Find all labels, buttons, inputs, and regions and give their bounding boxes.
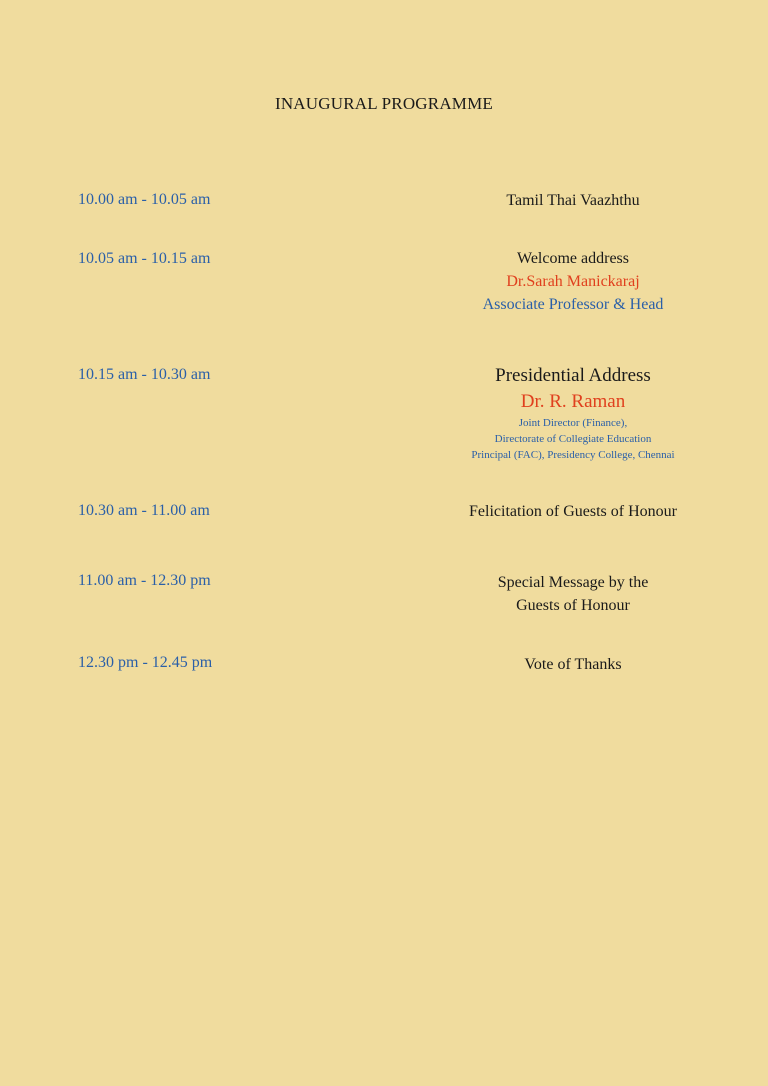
schedule-event [440,571,706,617]
schedule-time: 12.30 pm - 12.45 pm [78,654,213,671]
event-title-line: Guests of Honour [516,597,630,614]
schedule-time: 10.05 am - 10.15 am [78,250,211,267]
speaker-detail: Directorate of Collegiate Education [494,433,652,445]
schedule-time: 10.00 am - 10.05 am [78,191,211,208]
schedule-event [440,363,706,463]
schedule-event [440,247,706,316]
event-title: Welcome address [517,250,629,267]
schedule-event [440,189,706,212]
schedule-event [440,653,706,676]
event-title: Felicitation of Guests of Honour [469,503,677,520]
event-title: Tamil Thai Vaazhthu [506,192,640,209]
schedule-event [440,500,706,523]
event-title: Vote of Thanks [524,656,622,673]
page-title: INAUGURAL PROGRAMME [274,94,494,113]
speaker-designation: Associate Professor & Head [482,296,664,313]
event-title-line: Special Message by the [497,574,649,591]
schedule-time: 11.00 am - 12.30 pm [78,572,211,589]
speaker-detail: Joint Director (Finance), [518,417,628,429]
schedule-time: 10.30 am - 11.00 am [78,502,210,519]
speaker-name: Dr.Sarah Manickaraj [506,273,640,290]
event-title: Presidential Address [495,365,651,386]
schedule-time: 10.15 am - 10.30 am [78,366,211,383]
speaker-detail: Principal (FAC), Presidency College, Chennai [471,449,675,461]
speaker-name: Dr. R. Raman [520,391,626,412]
